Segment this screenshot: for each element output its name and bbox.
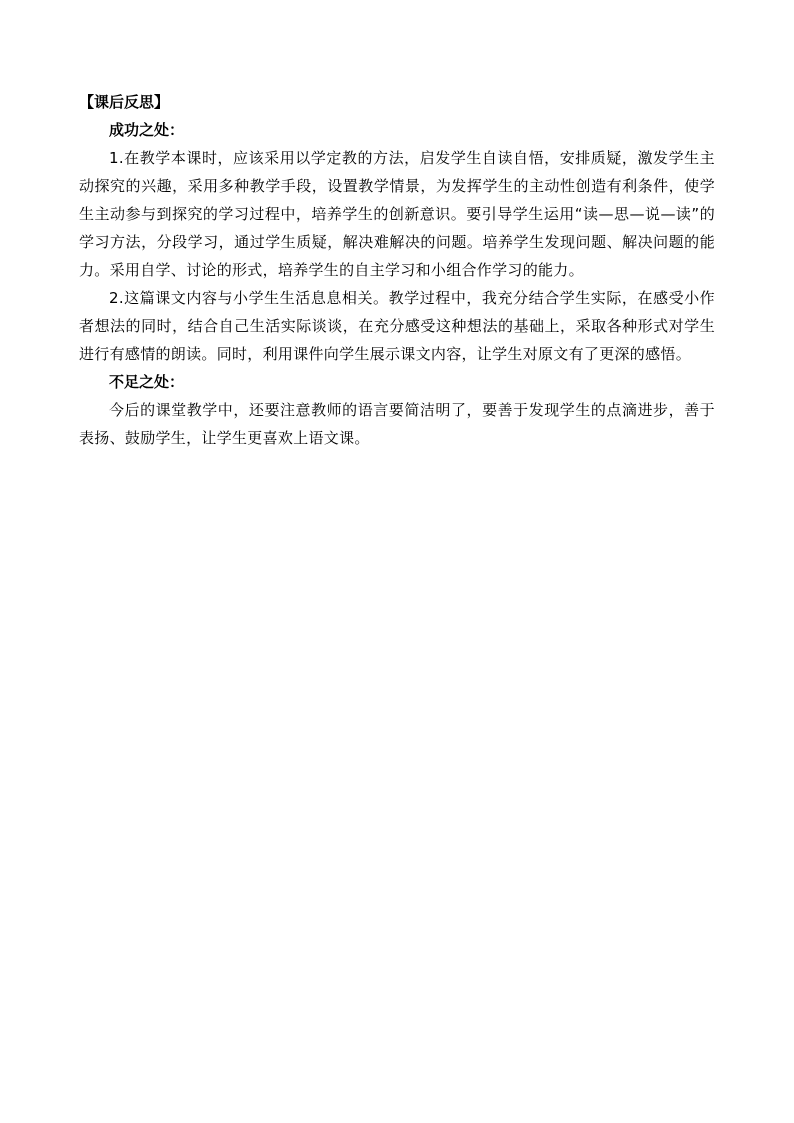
success-paragraph-1: 1.在教学本课时，应该采用以学定教的方法，启发学生自读自悟，安排质疑，激发学生主动探究的兴趣，采用多种教学手段，设置教学情景，为发挥学生的主动性创造有利条件，使学生主动参与到探究的学习过程中，培养学生的创新意识。要引导学生运用“读—思—说—读”的学习方法，分段学习，通过学生质疑，解决难解决的问题。培养学生发现问题、解决问题的能力。采用自学、讨论的形式，培养学生的自主学习和小组合作学习的能力。 xyxy=(79,149,715,279)
document-page xyxy=(79,88,715,452)
shortcoming-title: 不足之处： xyxy=(109,373,185,391)
success-paragraph-2: 2.这篇课文内容与小学生生活息息相关。教学过程中，我充分结合学生实际，在感受小作者想法的同时，结合自己生活实际谈谈，在充分感受这种想法的基础上，采取各种形式对学生进行有感情的朗读。同时，利用课件向学生展示课文内容，让学生对原文有了更深的感悟。 xyxy=(79,289,715,363)
reflection-heading: 【课后反思】 xyxy=(79,93,170,111)
success-title: 成功之处： xyxy=(109,121,185,139)
shortcoming-paragraph-1: 今后的课堂教学中，还要注意教师的语言要简洁明了，要善于发现学生的点滴进步，善于表扬、鼓励学生，让学生更喜欢上语文课。 xyxy=(79,401,715,447)
